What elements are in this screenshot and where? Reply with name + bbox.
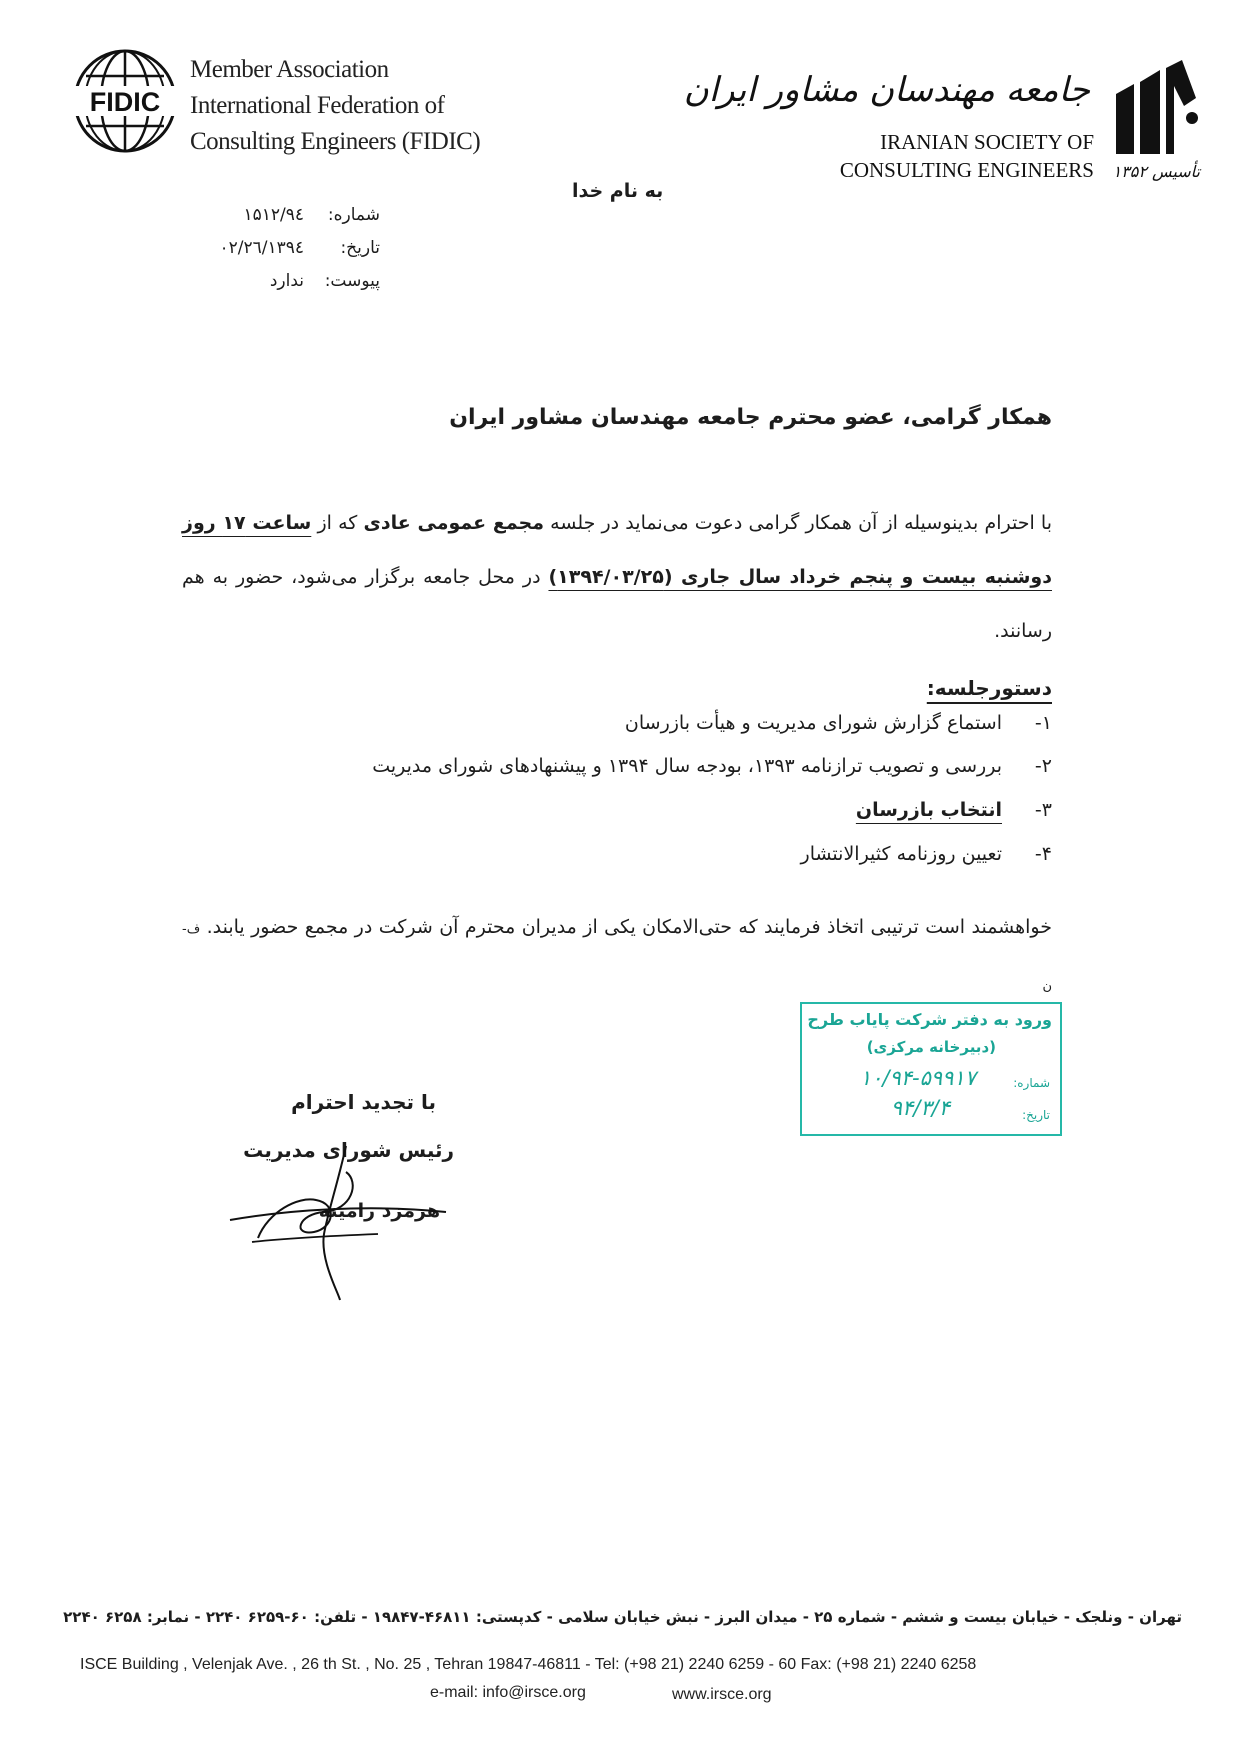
attachment-row <box>204 271 380 291</box>
invitation-text-c: در محل جامعه برگزار می‌شود، حضور به هم رسانند. <box>182 566 1052 642</box>
request-paragraph <box>182 900 1052 1014</box>
agenda-item <box>856 799 1052 821</box>
footer-address-english: ISCE Building , Velenjak Ave. , 26 th St. , No. 25 , Tehran 19847-46811 - Tel: (+98 21) 2240 6259 - 60 Fax: (+98 21) 2240 6258 <box>80 1656 977 1673</box>
fidic-membership-text <box>190 52 480 160</box>
closing-regards: با تجدید احترام <box>291 1090 436 1114</box>
invitation-paragraph <box>182 496 1052 658</box>
signer-title: رئیس شورای مدیریت <box>243 1138 454 1162</box>
agenda-item-text: تعیین روزنامه کثیرالانتشار <box>800 843 1002 865</box>
agenda-item-text: بررسی و تصویب ترازنامه ۱۳۹۳، بودجه سال ۱۳۹۴ و پیشنهادهای شورای مدیریت <box>372 755 1002 777</box>
fidic-logo-text: FIDIC <box>89 87 161 117</box>
bismillah-heading: به نام خدا <box>572 180 664 202</box>
reference-date-row <box>204 238 380 258</box>
agenda-item-text: انتخاب بازرسان <box>855 799 1002 821</box>
agenda-item <box>625 712 1052 734</box>
stamp-subtitle: (دبیرخانه مرکزی) <box>866 1038 996 1056</box>
fidic-line-2: International Federation of <box>190 92 445 119</box>
agenda-item-number: ۱- <box>1034 712 1052 734</box>
fidic-logo <box>72 48 178 154</box>
stamp-number-label: شماره: <box>1013 1076 1050 1090</box>
request-text: خواهشمند است ترتیبی اتخاذ فرمایند که حتی‌الامکان یکی از مدیران محترم آن شرکت در مجمع حضور یابند. <box>206 916 1052 938</box>
reference-date-value: ۱۳۹٤/۰۲/۲٦ <box>219 238 304 258</box>
fidic-line-3: Consulting Engineers (FIDIC) <box>190 128 481 155</box>
attachment-label: پیوست: <box>324 271 380 291</box>
attachment-value: ندارد <box>269 271 304 291</box>
stamp-number-value: ۱۰/۹۴-۵۹۹۱۷ <box>859 1066 976 1090</box>
stamp-date-label: تاریخ: <box>1022 1108 1050 1122</box>
agenda-item <box>372 755 1052 777</box>
invitation-meeting-time: ساعت ۱۷ روز دوشنبه بیست و پنجم خرداد سال جاری (۱۳۹۴/۰۳/۲۵) <box>182 512 1052 588</box>
agenda-item-text: استماع گزارش شورای مدیریت و هیأت بازرسان <box>624 712 1002 734</box>
agenda-item-number: ۴- <box>1034 843 1052 865</box>
invitation-text-a: با احترام بدینوسیله از آن همکار گرامی دعوت می‌نماید در جلسه <box>544 512 1052 534</box>
reference-number-row <box>204 205 380 225</box>
invitation-meeting-type: مجمع عمومی عادی <box>363 512 545 534</box>
isce-name-en-line-2: CONSULTING ENGINEERS <box>839 158 1094 182</box>
footer-email[interactable]: e-mail: info@irsce.org <box>430 1684 586 1701</box>
footer-website[interactable]: www.irsce.org <box>672 1686 772 1703</box>
received-stamp <box>800 1002 1062 1136</box>
reference-number-value: ۹٤/۱۵۱۲ <box>243 205 304 225</box>
fidic-line-1: Member Association <box>190 56 389 83</box>
stamp-date-value: ۹۴/۳/۴ <box>890 1096 950 1120</box>
letter-salutation: همکار گرامی، عضو محترم جامعه مهندسان مشاور ایران <box>449 405 1052 430</box>
footer-address-persian: تهران - ونلجک - خیابان بیست و ششم - شماره ۲۵ - میدان البرز - نبش خیابان سلامی - کدپستی: ۴۶۸۱۱-۱۹۸۴۷ - تلفن: ۶۰-۶۲۵۹ ۲۲۴۰ - نمابر: ۶۲۵۸ ۲۲۴۰ <box>63 1608 1182 1626</box>
isce-name-english <box>840 128 1094 184</box>
reference-date-label: تاریخ: <box>340 238 380 258</box>
agenda-title: دستورجلسه: <box>926 676 1052 700</box>
agenda-item <box>801 843 1052 865</box>
typist-initials: ف-ن <box>182 922 1052 994</box>
handwritten-signature <box>228 1142 448 1302</box>
agenda-item-number: ۳- <box>1034 799 1052 821</box>
isce-name-persian: جامعه مهندسان مشاور ایران <box>683 70 1090 110</box>
signer-name: هرمزد رامینه <box>318 1200 440 1222</box>
agenda-item-number: ۲- <box>1034 755 1052 777</box>
reference-number-label: شماره: <box>327 205 380 225</box>
isce-name-en-line-1: IRANIAN SOCIETY OF <box>880 130 1094 154</box>
isce-founded-year: تأسیس ۱۳۵۲ <box>1112 162 1200 181</box>
invitation-text-b: که از <box>311 512 364 534</box>
isce-logo <box>1110 58 1200 158</box>
stamp-title: ورود به دفتر شرکت پایاب طرح <box>807 1010 1052 1029</box>
